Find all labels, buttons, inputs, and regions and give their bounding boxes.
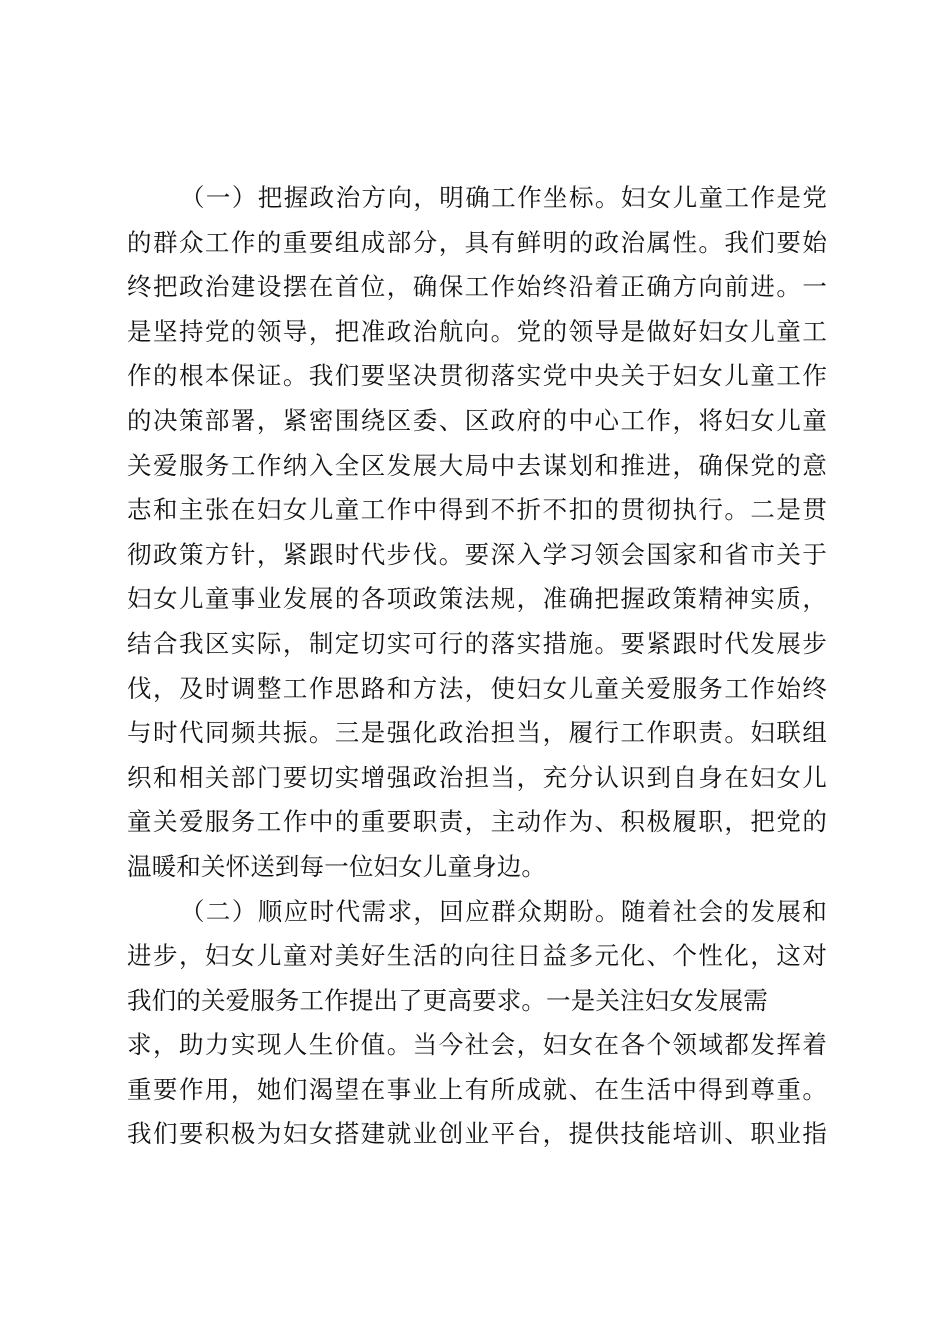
- text-line: 温暖和关怀送到每一位妇女儿童身边。: [127, 851, 547, 881]
- text-line: 的群众工作的重要组成部分，具有鲜明的政治属性。我们要始: [127, 227, 827, 257]
- text-line: 终把政治建设摆在首位，确保工作始终沿着正确方向前进。一: [127, 272, 827, 302]
- text-line: 彻政策方针，紧跟时代步伐。要深入学习领会国家和省市关于: [127, 539, 827, 569]
- text-line: 伐，及时调整工作思路和方法，使妇女儿童关爱服务工作始终: [127, 673, 827, 703]
- paragraph-1: [127, 176, 827, 890]
- text-line: 织和相关部门要切实增强政治担当，充分认识到自身在妇女儿: [127, 762, 827, 792]
- text-line: 与时代同频共振。三是强化政治担当，履行工作职责。妇联组: [127, 718, 827, 748]
- text-line: 妇女儿童事业发展的各项政策法规，准确把握政策精神实质，: [127, 584, 827, 614]
- text-line: （一）把握政治方向，明确工作坐标。妇女儿童工作是党: [180, 183, 827, 212]
- body-text: [127, 176, 827, 1157]
- text-line: 志和主张在妇女儿童工作中得到不折不扣的贯彻执行。二是贯: [127, 495, 827, 525]
- paragraph-2: [127, 890, 827, 1158]
- text-line: 作的根本保证。我们要坚决贯彻落实党中央关于妇女儿童工作: [127, 361, 827, 391]
- text-line: 关爱服务工作纳入全区发展大局中去谋划和推进，确保党的意: [127, 450, 827, 480]
- text-line: 结合我区实际，制定切实可行的落实措施。要紧跟时代发展步: [127, 628, 827, 658]
- text-line: 我们要积极为妇女搭建就业创业平台，提供技能培训、职业指: [127, 1119, 827, 1149]
- text-line: 的决策部署，紧密围绕区委、区政府的中心工作，将妇女儿童: [127, 405, 827, 435]
- text-line: 是坚持党的领导，把准政治航向。党的领导是做好妇女儿童工: [127, 316, 827, 346]
- text-line: 我们的关爱服务工作提出了更高要求。一是关注妇女发展需: [127, 985, 768, 1015]
- text-line: （二）顺应时代需求，回应群众期盼。随着社会的发展和: [180, 896, 827, 926]
- text-line: 进步，妇女儿童对美好生活的向往日益多元化、个性化，这对: [127, 941, 827, 971]
- text-line: 童关爱服务工作中的重要职责，主动作为、积极履职，把党的: [127, 807, 827, 837]
- text-line: 求，助力实现人生价值。当今社会，妇女在各个领域都发挥着: [127, 1030, 827, 1060]
- text-line: 重要作用，她们渴望在事业上有所成就、在生活中得到尊重。: [127, 1074, 827, 1104]
